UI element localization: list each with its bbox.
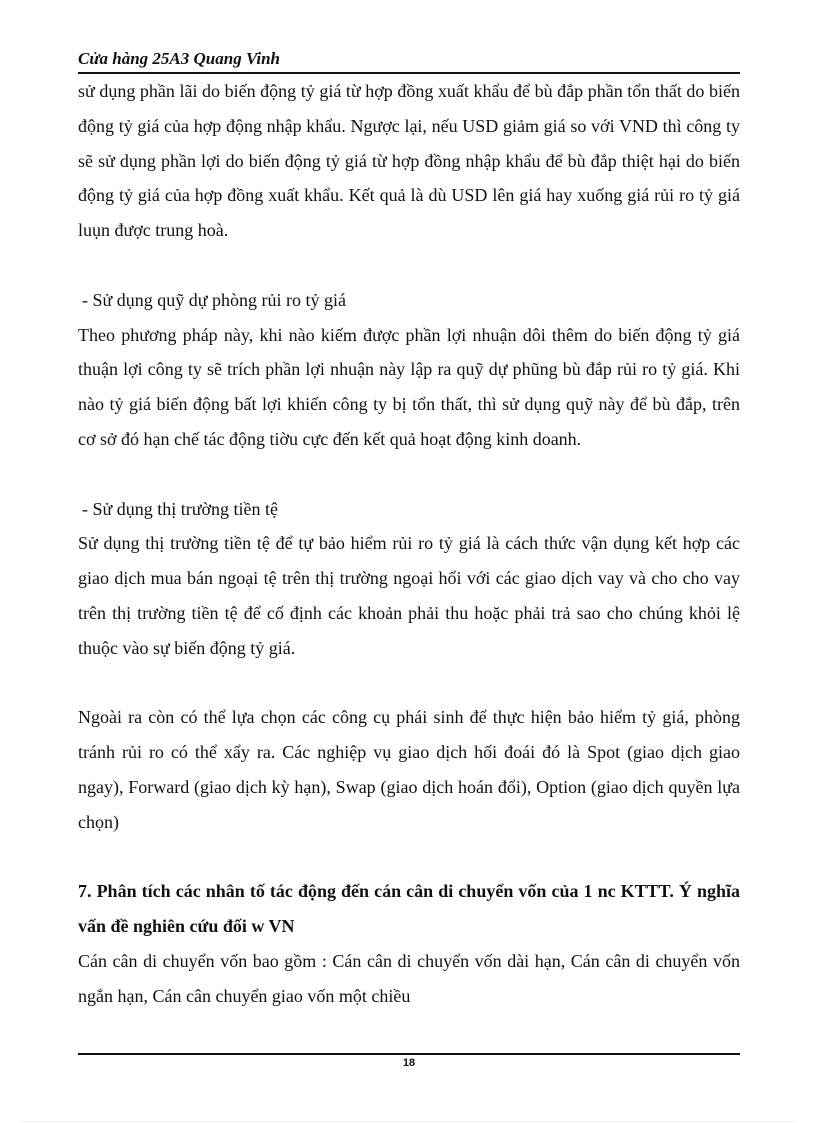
paragraph-spacer [78,666,740,701]
page-header [78,48,740,74]
paragraph-spacer [78,840,740,875]
paragraph-spacer [78,457,740,492]
paragraph-5: Cán cân di chuyển vốn bao gồm : Cán cân di chuyển vốn dài hạn, Cán cân di chuyển vốn ngắn hạn, Cán cân chuyển giao vốn một chiều [78,950,740,1006]
footer-divider [78,1053,740,1055]
bullet-money-market: - Sử dụng thị trường tiền tệ [82,498,279,519]
header-title: Cửa hàng 25A3 Quang Vinh [78,49,280,68]
page-number: 18 [402,1057,416,1069]
bullet-reserve-fund: - Sử dụng quỹ dự phòng rủi ro tỷ giá [82,289,346,310]
paragraph-4: Ngoài ra còn có thể lựa chọn các công cụ phái sinh để thực hiện bảo hiểm tỷ giá, phòng tránh rủi ro có thể xẩy ra. Các nghiệp vụ giao dịch hối đoái đó là Spot (giao dịch giao ngay), Forward (giao dịch kỳ hạn), Swap (giao dịch hoán đổi), Option (giao dịch quyền lựa chọn) [78,707,740,832]
page-edge-divider [20,1121,796,1122]
paragraph-2: Theo phương pháp này, khi nào kiếm được phần lợi nhuận dôi thêm do biến động tỷ giá thuận lợi công ty sẽ trích phần lợi nhuận này lập ra quỹ dự phũng bù đắp rủi ro tỷ giá. Khi nào tỷ giá biến động bất lợi khiến công ty bị tổn thất, thì sử dụng quỹ này để bù đắp, trên cơ sở đó hạn chế tác động tiờu cực đến kết quả hoạt động kinh doanh. [78,324,740,449]
paragraph-1: sử dụng phần lãi do biến động tỷ giá từ hợp đồng xuất khẩu để bù đắp phần tổn thất do biến động tỷ giá của hợp động nhập khẩu. Ngược lại, nếu USD giảm giá so với VND thì công ty sẽ sử dụng phần lợi do biến động tỷ giá từ hợp đồng nhập khẩu để bù đắp thiệt hại do biến động tỷ giá của hợp đồng xuất khẩu. Kết quả là dù USD lên giá hay xuống giá rủi ro tỷ giá luụn được trung hoà. [78,81,740,241]
paragraph-3: Sử dụng thị trường tiền tệ để tự bảo hiểm rủi ro tỷ giá là cách thức vận dụng kết hợp các giao dịch mua bán ngoại tệ trên thị trường ngoại hối với các giao dịch vay và cho cho vay trên thị trường tiền tệ để cố định các khoản phải thu hoặc phải trả sao cho chúng khỏi lệ thuộc vào sự biến động tỷ giá. [78,533,740,658]
paragraph-spacer [78,248,740,283]
document-body [78,74,740,1014]
section-heading-7: 7. Phân tích các nhân tố tác động đến cán cân di chuyển vốn của 1 nc KTTT. Ý nghĩa vấn đề nghiên cứu đối w VN [78,881,740,937]
